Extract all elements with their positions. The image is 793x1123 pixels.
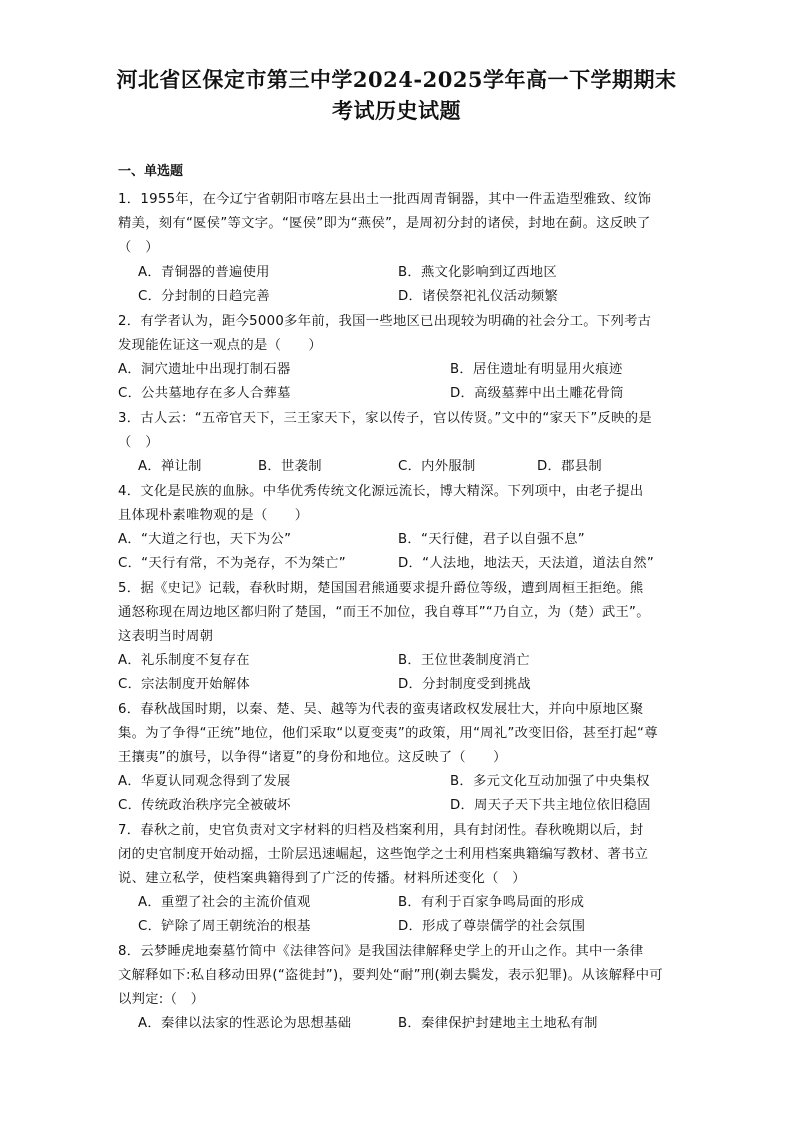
- question-8-text-line-1: 8．云梦睡虎地秦墓竹简中《法律答问》是我国法律解释史学上的开山之作。其中一条律: [118, 944, 644, 959]
- question-5-option-c[interactable]: C．宗法制度开始解体: [118, 677, 250, 692]
- question-7-option-d[interactable]: D．形成了尊崇儒学的社会氛围: [398, 919, 586, 934]
- question-3-option-c[interactable]: C．内外服制: [398, 459, 476, 474]
- question-5-text-line-3: 这表明当时周朝: [118, 629, 214, 644]
- question-2-option-c[interactable]: C．公共墓地存在多人合葬墓: [118, 386, 291, 401]
- question-3-option-b[interactable]: B．世袭制: [258, 459, 322, 474]
- question-6-option-b[interactable]: B．多元文化互动加强了中央集权: [450, 774, 650, 789]
- question-5-option-b[interactable]: B．王位世袭制度消亡: [398, 653, 530, 668]
- question-1-option-d[interactable]: D．诸侯祭祀礼仪活动频繁: [398, 289, 559, 304]
- question-3-text-line-2: （ ）: [118, 435, 159, 450]
- question-4-option-b[interactable]: B．“天行健，君子以自强不息”: [398, 532, 585, 547]
- question-5-option-a[interactable]: A．礼乐制度不复存在: [118, 653, 250, 668]
- question-4-text-line-1: 4．文化是民族的血脉。中华优秀传统文化源远流长，博大精深。下列项中，由老子提出: [118, 484, 644, 499]
- question-2-option-a[interactable]: A．洞穴遗址中出现打制石器: [118, 362, 291, 377]
- question-4-option-d[interactable]: D．“人法地，地法天，天法道，道法自然”: [398, 556, 655, 571]
- question-7-text-line-2: 闭的史官制度开始动摇，士阶层迅速崛起，这些饱学之士利用档案典籍编写教材、著书立: [118, 847, 649, 862]
- question-1-option-a[interactable]: A．青铜器的普遍使用: [138, 265, 270, 280]
- question-3-text-line-1: 3．古人云：“五帝官天下，三王家天下，家以传子，官以传贤。”文中的“家天下”反映的是: [118, 411, 652, 426]
- question-3-option-a[interactable]: A．禅让制: [138, 459, 202, 474]
- question-7-text-line-1: 7．春秋之前，史官负责对文字材料的归档及档案利用，具有封闭性。春秋晚期以后，封: [118, 823, 644, 838]
- question-6-option-a[interactable]: A．华夏认同观念得到了发展: [118, 774, 291, 789]
- question-6-text-line-3: 王攘夷”的旗号，以争得“诸夏”的身份和地位。这反映了（ ）: [118, 750, 507, 765]
- question-8-option-a[interactable]: A．秦律以法家的性恶论为思想基础: [138, 1016, 352, 1031]
- section-heading: 一、单选题: [118, 164, 184, 179]
- question-6-text-line-2: 集。为了争得“正统”地位，他们采取“以夏变夷”的政策，用“周礼”改变旧俗，甚至打起“尊: [118, 726, 658, 741]
- question-4-option-a[interactable]: A．“大道之行也，天下为公”: [118, 532, 292, 547]
- question-1-text-line-3: （ ）: [118, 240, 159, 255]
- question-2-option-d[interactable]: D．高级墓葬中出土雕花骨筒: [450, 386, 624, 401]
- question-2-text-line-2: 发现能佐证这一观点的是（ ）: [118, 338, 322, 353]
- question-7-option-a[interactable]: A．重塑了社会的主流价值观: [138, 895, 311, 910]
- question-7-text-line-3: 说、建立私学，使档案典籍得到了广泛的传播。材料所述变化（ ）: [118, 871, 526, 886]
- question-8-text-line-3: 以判定:（ ）: [118, 992, 205, 1007]
- page-title-line-1: 河北省区保定市第三中学2024-2025学年高一下学期期末: [116, 67, 677, 92]
- question-1-option-b[interactable]: B．燕文化影响到辽西地区: [398, 265, 557, 280]
- question-1-option-c[interactable]: C．分封制的日趋完善: [138, 289, 270, 304]
- question-7-option-b[interactable]: B．有利于百家争鸣局面的形成: [398, 895, 585, 910]
- question-4-text-line-2: 且体现朴素唯物观的是（ ）: [118, 508, 309, 523]
- question-8-option-b[interactable]: B．秦律保护封建地主土地私有制: [398, 1016, 598, 1031]
- question-7-option-c[interactable]: C．铲除了周王朝统治的根基: [138, 919, 311, 934]
- question-2-option-b[interactable]: B．居住遗址有明显用火痕迹: [450, 362, 623, 377]
- question-5-text-line-1: 5．据《史记》记载，春秋时期，楚国国君熊通要求提升爵位等级，遭到周桓王拒绝。熊: [118, 581, 644, 596]
- question-1-text-line-2: 精美，刻有“匽侯”等文字。“匽侯”即为“燕侯”，是周初分封的诸侯，封地在蓟。这反映了: [118, 216, 651, 231]
- question-1-text-line-1: 1．1955年，在今辽宁省朝阳市喀左县出土一批西周青铜器，其中一件盂造型雅致、纹饰: [118, 192, 652, 207]
- question-2-text-line-1: 2．有学者认为，距今5000多年前，我国一些地区已出现较为明确的社会分工。下列考古: [118, 314, 652, 329]
- question-6-option-d[interactable]: D．周天子天下共主地位依旧稳固: [450, 798, 651, 813]
- question-6-text-line-1: 6．春秋战国时期，以秦、楚、吴、越等为代表的蛮夷诸政权发展壮大，并向中原地区聚: [118, 702, 644, 717]
- question-6-option-c[interactable]: C．传统政治秩序完全被破坏: [118, 798, 291, 813]
- question-5-text-line-2: 通怒称现在周边地区都归附了楚国，“而王不加位，我自尊耳”“乃自立，为（楚）武王”。: [118, 605, 650, 620]
- question-5-option-d[interactable]: D．分封制度受到挑战: [398, 677, 531, 692]
- question-8-text-line-2: 文解释如下:私自移动田界(“盗徙封”)，要判处“耐”刑(剃去鬓发，表示犯罪)。从该解释中可: [118, 968, 663, 983]
- question-4-option-c[interactable]: C．“天行有常，不为尧存，不为桀亡”: [118, 556, 346, 571]
- page-title-line-2: 考试历史试题: [332, 98, 461, 123]
- question-3-option-d[interactable]: D．郡县制: [537, 459, 602, 474]
